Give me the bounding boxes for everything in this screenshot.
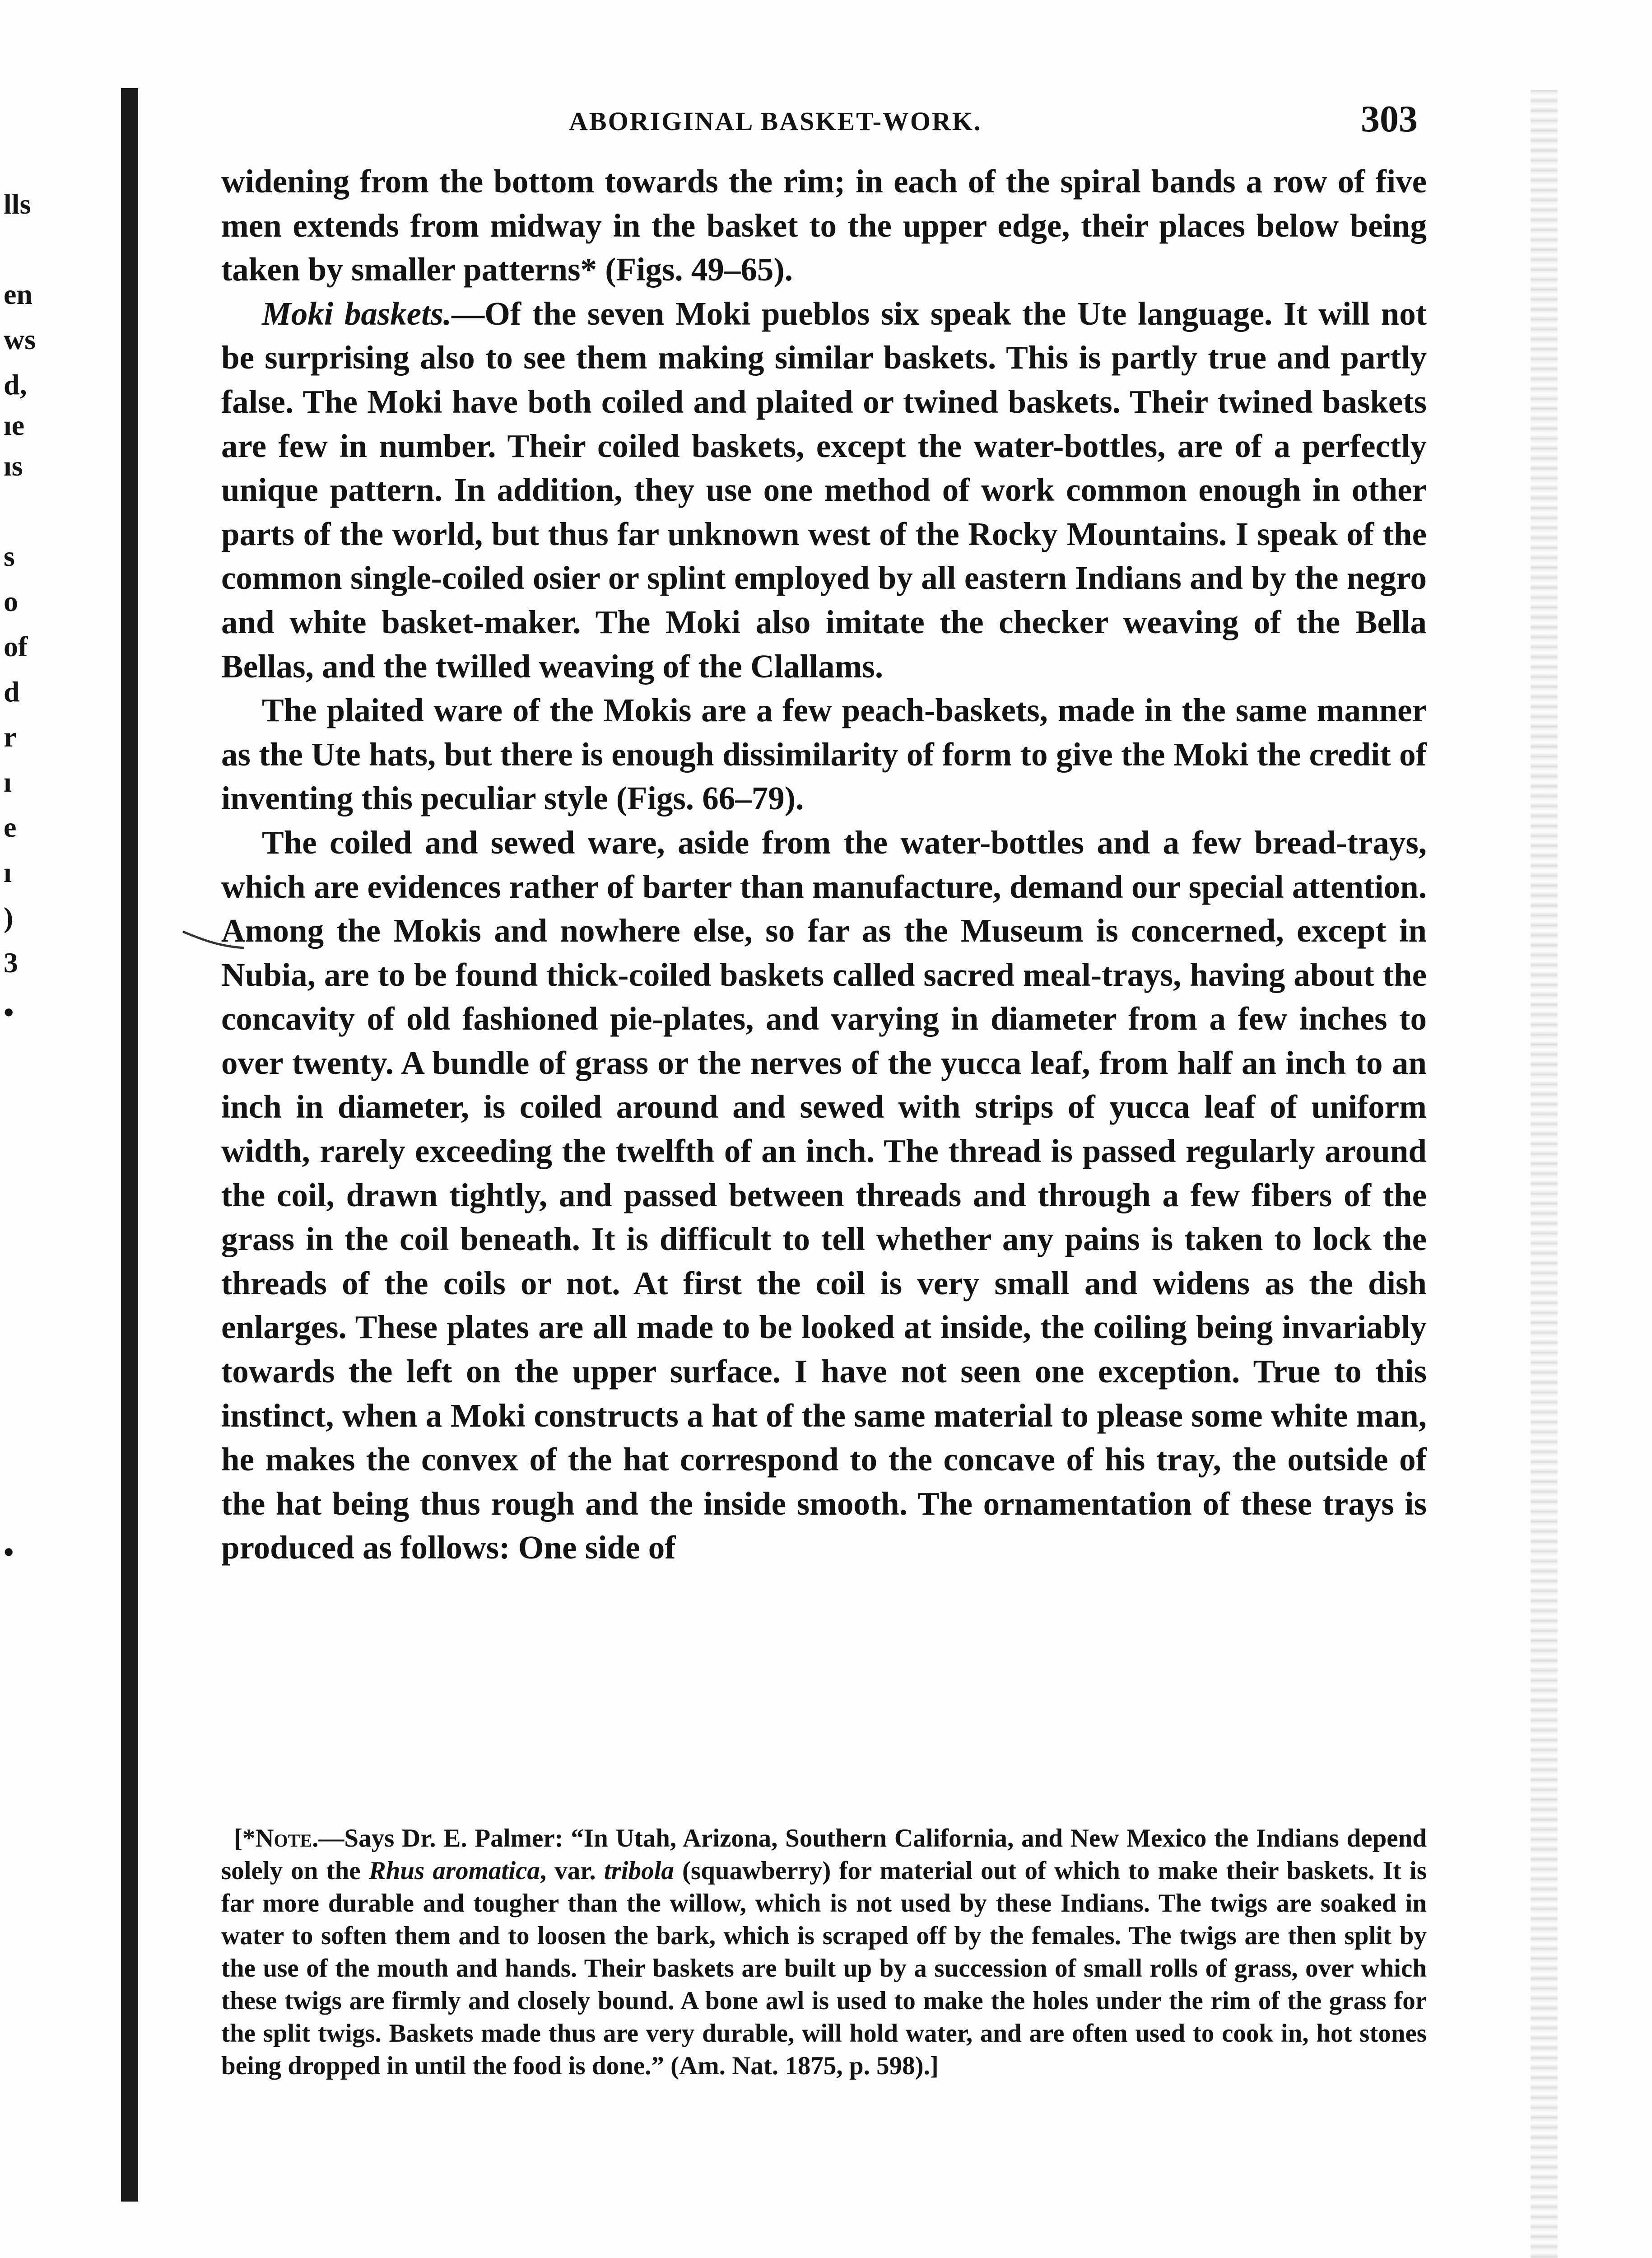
text-segment: Rhus aromatica xyxy=(368,1857,540,1885)
fragment: s xyxy=(4,540,15,572)
text-segment: , var. xyxy=(540,1857,604,1885)
fragment: ıs xyxy=(4,450,23,482)
fragment: r xyxy=(4,721,17,753)
text-segment: [* xyxy=(234,1824,256,1852)
fragment: ı xyxy=(4,766,12,798)
text-segment: (squawberry) for material out of which to make their baskets. It is far more durable and tougher than the willow, which is not used by these Indians. The twigs are soaked in water to soften them and to loosen the bark, which is scraped off by the females. The twigs are then split by the use of the mouth and hands. Their baskets are built up by a succession of small rolls of grass, over which these twigs are firmly and closely bound. A bone awl is used to make the holes under the rim of the grass for the split twigs. Baskets made thus are very durable, will hold water, and are often used to cook in, hot stones being dropped in until the food is done.” (Am. Nat. 1875, p. 598).] xyxy=(221,1857,1427,2080)
text-segment: Note xyxy=(255,1824,312,1852)
text-segment: .—Says Dr. E. Palmer: “In Utah, Arizona, Southern California, and New Mexico the Indians depend solely on the xyxy=(221,1824,1427,1885)
paragraph-p2 xyxy=(221,292,1427,688)
footnote-paragraph xyxy=(221,1822,1427,2082)
fragment: ıe xyxy=(4,409,25,441)
fragment: • xyxy=(4,996,14,1028)
body-text xyxy=(221,159,1427,1570)
text-segment: Moki baskets. xyxy=(262,295,452,332)
fragment: d, xyxy=(4,369,27,401)
fragment: d xyxy=(4,676,20,708)
fragment: ) xyxy=(4,901,14,933)
fragment: of xyxy=(4,630,28,662)
fragment: • xyxy=(4,1536,14,1568)
binding-gutter xyxy=(121,88,138,2202)
fragment: ws xyxy=(4,323,36,355)
page-number: 303 xyxy=(1361,98,1418,140)
fragment: o xyxy=(4,585,18,617)
footnote xyxy=(221,1822,1427,2082)
text-segment: widening from the bottom towards the rim; in each of the spiral bands a row of five men extends from midway in the basket to the upper edge, their places below being taken by smaller patterns* (Figs. 49–65). xyxy=(221,163,1427,288)
running-head: ABORIGINAL BASKET-WORK. xyxy=(569,107,982,136)
paragraph-p1 xyxy=(221,159,1427,292)
text-segment: The coiled and sewed ware, aside from the water-bottles and a few bread-trays, which are evidences rather of barter than manufacture, demand our special attention. Among the Mokis and nowhere else, so far as the Museum is concerned, except in Nubia, are to be found thick-coiled baskets called sacred meal-trays, having about the concavity of old fashioned pie-plates, and varying in diameter from a few inches to over twenty. A bundle of grass or the nerves of the yucca leaf, from half an inch to an inch in diameter, is coiled around and sewed with strips of yucca leaf of uniform width, rarely exceeding the twelfth of an inch. The thread is passed regularly around the coil, drawn tightly, and passed between threads and through a few fibers of the grass in the coil beneath. It is difficult to tell whether any pains is taken to lock the threads of the coils or not. At first the coil is very small and widens as the dish enlarges. These plates are all made to be looked at inside, the coiling being invariably towards the left on the upper surface. I have not seen one exception. True to this instinct, when a Moki constructs a hat of the same material to please some white man, he makes the convex of the hat correspond to the concave of his tray, the outside of the hat being thus rough and the inside smooth. The ornamentation of these trays is produced as follows: One side of xyxy=(221,824,1427,1566)
fragment: ı xyxy=(4,856,12,888)
text-segment: tribola xyxy=(604,1857,674,1885)
fragment: 3 xyxy=(4,947,18,979)
page-content xyxy=(221,97,1427,2080)
fragment: e xyxy=(4,811,17,843)
text-segment: The plaited ware of the Mokis are a few peach-baskets, made in the same manner as the Ute hats, but there is enough dissimilarity of form to give the Moki the credit of inventing this peculiar style (Figs. 66–79). xyxy=(221,692,1427,817)
page-edge-shadow xyxy=(1531,90,1558,2258)
fragment: en xyxy=(4,278,33,310)
paragraph-p4 xyxy=(221,821,1427,1570)
text-segment: —Of the seven Moki pueblos six speak the Ute language. It will not be surprising also to see them making similar baskets. This is partly true and partly false. The Moki have both coiled and plaited or twined baskets. Their twined baskets are few in number. Their coiled baskets, except the water-bottles, are of a perfectly unique pattern. In addition, they use one method of work common enough in other parts of the world, but thus far unknown west of the Rocky Mountains. I speak of the common single-coiled osier or splint employed by all eastern Indians and by the negro and white basket-maker. The Moki also imitate the checker weaving of the Bella Bellas, and the twilled weaving of the Clallams. xyxy=(221,295,1427,685)
page-header xyxy=(221,97,1427,151)
fragment: lls xyxy=(4,188,31,220)
paragraph-p3 xyxy=(221,688,1427,821)
